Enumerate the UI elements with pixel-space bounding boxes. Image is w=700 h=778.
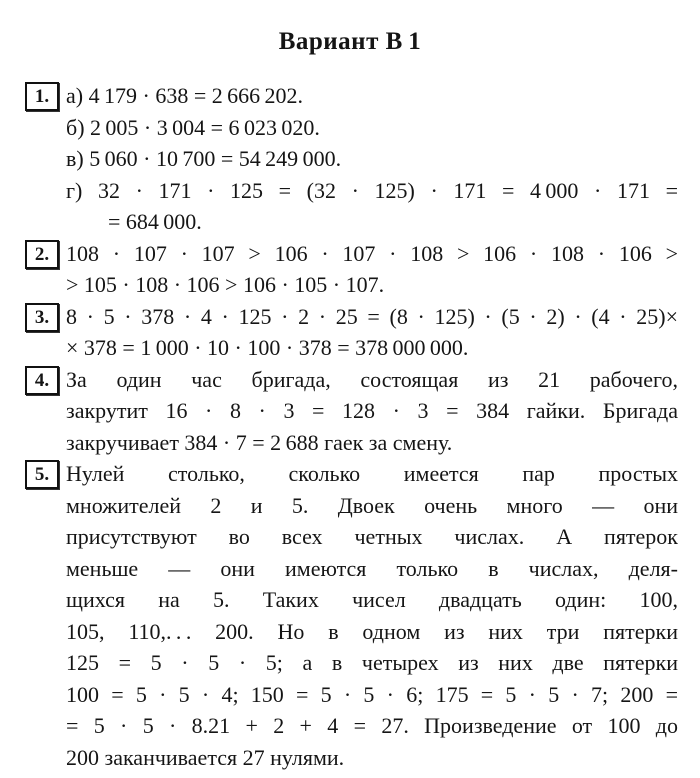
problem-4: [34, 364, 678, 459]
answer-line: б) 2 005 · 3 004 = 6 023 020.: [66, 114, 320, 140]
answer-line: 8 · 5 · 378 · 4 · 125 · 2 · 25 = (8 · 125) · (5 · 2) · (4 · 25)×: [66, 303, 678, 329]
answer-line: в) 5 060 · 10 700 = 54 249 000.: [66, 146, 342, 171]
answer-line: 200 заканчивается 27 нулями.: [66, 744, 345, 770]
answer-line: За один час бригада, состоящая из 21 рабочего,: [66, 366, 678, 392]
answer-line: меньше — они имеются только в числах, деля-: [66, 555, 678, 581]
answer-line: множителей 2 и 5. Двоек очень много — они: [66, 492, 678, 518]
answer-line: присутствуют во всех четных числах. А пятерок: [66, 524, 678, 549]
problem-number-box: 2.: [25, 240, 59, 269]
answer-line: > 105 · 108 · 106 > 106 · 105 · 107.: [66, 272, 385, 297]
answer-line: закрутит 16 · 8 · 3 = 128 · 3 = 384 гайки. Бригада: [66, 398, 678, 423]
answer-line: щихся на 5. Таких чисел двадцать один: 100,: [66, 587, 678, 612]
answer-line: = 684 000.: [108, 209, 202, 234]
problem-3: [34, 301, 678, 364]
answer-line: 108 · 107 · 107 > 106 · 107 · 108 > 106 · 108 · 106 >: [66, 240, 678, 266]
answer-line: 105, 110,. . . 200. Но в одном из них три пятерки: [66, 618, 678, 644]
answer-line: а) 4 179 · 638 = 2 666 202.: [66, 83, 304, 108]
answer-line: Нулей столько, сколько имеется пар простых: [66, 461, 678, 486]
page-title: Вариант В 1: [278, 28, 422, 55]
problem-number-box: 5.: [25, 460, 59, 489]
answer-line: г) 32 · 171 · 125 = (32 · 125) · 171 = 4 000 · 171 =: [66, 177, 678, 203]
answer-line: 100 = 5 · 5 · 4; 150 = 5 · 5 · 6; 175 = 5 · 5 · 7; 200 =: [66, 681, 678, 707]
problem-number-box: 4.: [25, 366, 59, 395]
problem-5: [34, 458, 678, 773]
problem-number-box: 3.: [25, 303, 59, 332]
answers-content: [34, 80, 678, 773]
problem-2: [34, 238, 678, 301]
problem-1: [34, 80, 678, 238]
problem-number-box: 1.: [25, 82, 59, 111]
answer-line: 125 = 5 · 5 · 5; а в четырех из них две пятерки: [66, 650, 678, 675]
answer-line: закручивает 384 · 7 = 2 688 гаек за смену.: [66, 429, 453, 455]
answer-line: × 378 = 1 000 · 10 · 100 · 378 = 378 000 000.: [66, 335, 469, 360]
answer-line: = 5 · 5 · 8.21 + 2 + 4 = 27. Произведение от 100 до: [66, 713, 678, 738]
